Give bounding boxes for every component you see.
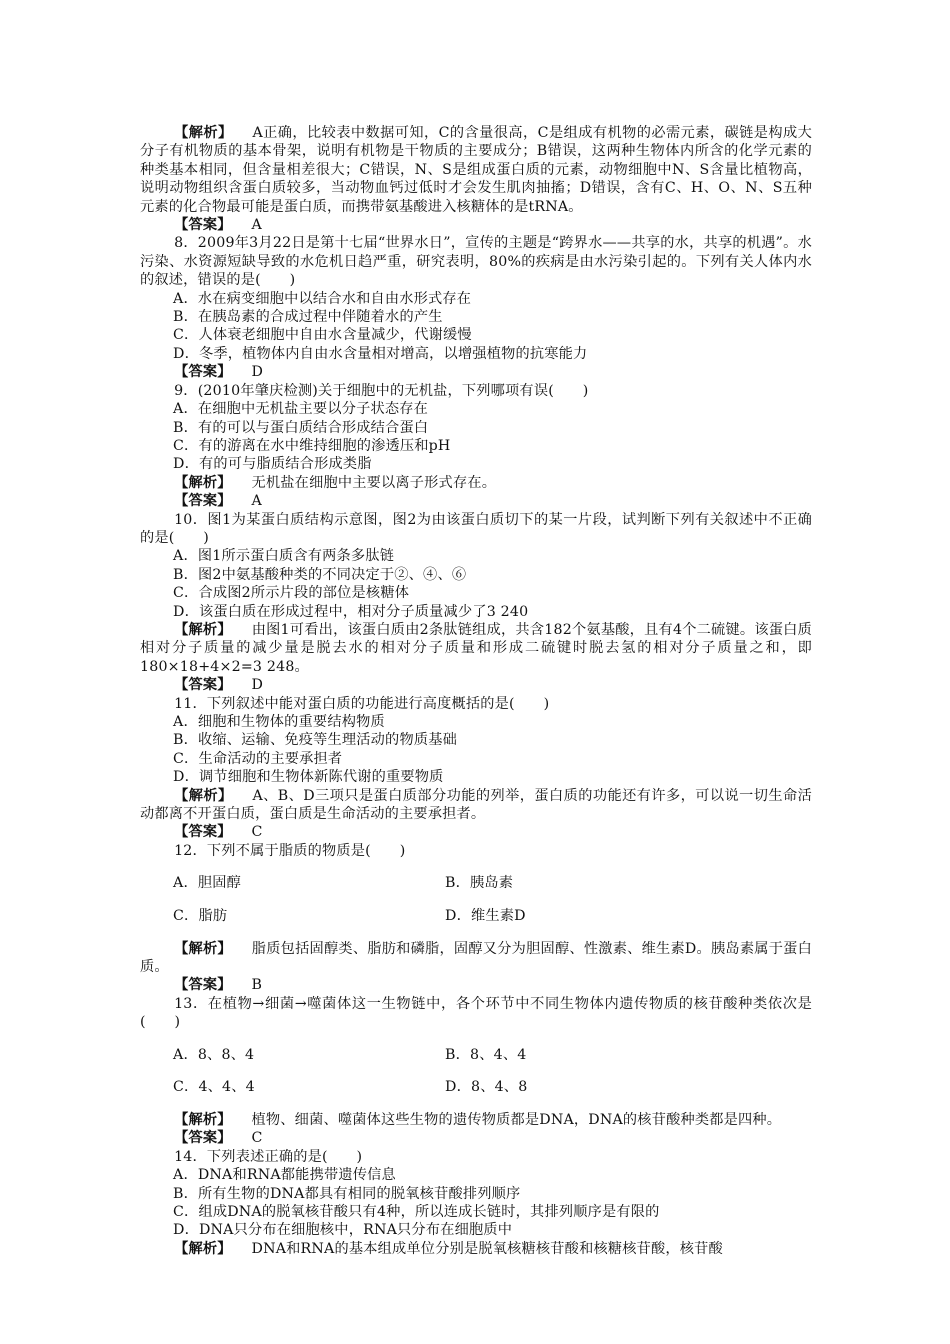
question-text: 14．下列表述正确的是( ) [174, 1148, 363, 1165]
answer-line [140, 492, 812, 510]
answer-text: B [251, 977, 263, 994]
analysis-text: 植物、细菌、噬菌体这些生物的遗传物质都是DNA，DNA的核苷酸种类都是四种。 [251, 1112, 782, 1129]
answer-option-row [140, 907, 812, 925]
analysis-paragraph [140, 1240, 812, 1258]
answer-option-row [140, 1046, 812, 1064]
answer-line [140, 363, 812, 381]
option-text: D．调节细胞和生物体新陈代谢的重要物质 [173, 769, 444, 786]
analysis-paragraph [140, 124, 812, 216]
answer-option [140, 713, 812, 731]
answer-line [140, 676, 812, 694]
answer-label: 【答案】 [174, 493, 232, 510]
analysis-label: 【解析】 [174, 621, 232, 638]
question-stem [140, 842, 812, 860]
answer-text: C [251, 1130, 263, 1147]
option-text: C．组成DNA的脱氧核苷酸只有4种，所以连成长链时，其排列顺序是有限的 [173, 1204, 660, 1221]
option-left: A．胆固醇 [173, 875, 241, 892]
option-text: C．合成图2所示片段的部位是核糖体 [173, 585, 410, 602]
answer-line [140, 823, 812, 841]
answer-option [140, 400, 812, 418]
answer-option [140, 603, 812, 621]
analysis-text: DNA和RNA的基本组成单位分别是脱氧核糖核苷酸和核糖核苷酸，核苷酸 [251, 1240, 723, 1257]
question-text: 13．在植物→细菌→噬菌体这一生物链中，各个环节中不同生物体内遗传物质的核苷酸种类依次是( ) [140, 995, 812, 1031]
answer-label: 【答案】 [174, 217, 232, 234]
option-text: C．人体衰老细胞中自由水含量减少，代谢缓慢 [173, 327, 472, 344]
analysis-text: 由图1可看出，该蛋白质由2条肽链组成，共含182个氨基酸，且有4个二硫键。该蛋白质相对分子质量的减少量是脱去水的相对分子质量和形成二硫键时脱去氢的相对分子质量之和，即180×18+4×2=3 248。 [140, 621, 812, 675]
answer-line [140, 1129, 812, 1147]
question-stem [140, 995, 812, 1032]
option-left: C．4、4、4 [173, 1079, 255, 1096]
analysis-label: 【解析】 [174, 1112, 232, 1129]
option-text: D．有的可与脂质结合形成类脂 [173, 456, 372, 473]
question-stem [140, 695, 812, 713]
answer-option [140, 1203, 812, 1221]
option-text: D．冬季，植物体内自由水含量相对增高，以增强植物的抗寒能力 [173, 345, 588, 362]
answer-option [140, 326, 812, 344]
answer-option [140, 547, 812, 565]
option-text: A．水在病变细胞中以结合水和自由水形式存在 [173, 290, 472, 307]
answer-text: C [251, 824, 263, 841]
analysis-label: 【解析】 [174, 1240, 232, 1257]
document-page [140, 124, 812, 1258]
analysis-text: A正确，比较表中数据可知，C的含量很高，C是组成有机物的必需元素，碳链是构成大分子有机物质的基本骨架，说明有机物是干物质的主要成分；B错误，这两种生物体内所含的化学元素的种类基本相同，但含量相差很大；C错误，N、S是组成蛋白质的元素，动物细胞中N、S含量比植物高，说明动物组织含蛋白质较多，当动物血钙过低时才会发生肌肉抽搐；D错误，含有C、H、O、N、S五种元素的化合物最可能是蛋白质，而携带氨基酸进入核糖体的是tRNA。 [140, 125, 812, 215]
question-text: 11．下列叙述中能对蛋白质的功能进行高度概括的是( ) [174, 695, 550, 712]
answer-text: A [251, 493, 262, 510]
question-stem [140, 382, 812, 400]
question-text: 8．2009年3月22日是第十七届“世界水日”，宣传的主题是“跨界水——共享的水，共享的机遇”。水污染、水资源短缺导致的水危机日趋严重，研究表明，80%的疾病是由水污染引起的。下列有关人体内水的叙述，错误的是( ) [140, 235, 812, 289]
answer-option [140, 345, 812, 363]
analysis-label: 【解析】 [174, 940, 232, 957]
question-stem [140, 1148, 812, 1166]
option-right: B．8、4、4 [445, 1046, 527, 1063]
option-text: B．所有生物的DNA都具有相同的脱氧核苷酸排列顺序 [173, 1185, 521, 1202]
question-text: 10．图1为某蛋白质结构示意图，图2为由该蛋白质切下的某一片段，试判断下列有关叙述中不正确的是( ) [140, 511, 812, 546]
analysis-text: 无机盐在细胞中主要以离子形式存在。 [251, 474, 497, 491]
option-text: A．DNA和RNA都能携带遗传信息 [173, 1167, 396, 1184]
answer-option [140, 437, 812, 455]
answer-label: 【答案】 [174, 1130, 232, 1147]
answer-label: 【答案】 [174, 677, 232, 694]
answer-label: 【答案】 [174, 824, 232, 841]
analysis-paragraph [140, 1111, 812, 1129]
answer-option [140, 455, 812, 473]
analysis-label: 【解析】 [174, 787, 233, 804]
analysis-paragraph [140, 787, 812, 824]
answer-text: D [251, 364, 264, 381]
analysis-label: 【解析】 [174, 125, 233, 141]
answer-option [140, 584, 812, 602]
option-right: D．维生素D [445, 908, 526, 925]
question-text: 9．(2010年肇庆检测)关于细胞中的无机盐，下列哪项有误( ) [174, 382, 589, 399]
question-stem [140, 234, 812, 289]
answer-option [140, 768, 812, 786]
analysis-paragraph [140, 474, 812, 492]
option-text: D．DNA只分布在细胞核中，RNA只分布在细胞质中 [173, 1222, 513, 1239]
analysis-label: 【解析】 [174, 474, 232, 491]
option-text: B．图2中氨基酸种类的不同决定于②、④、⑥ [173, 566, 467, 583]
option-left: A．8、8、4 [173, 1046, 255, 1063]
answer-text: A [251, 217, 262, 234]
answer-line [140, 976, 812, 994]
answer-option-row [140, 874, 812, 892]
answer-option [140, 731, 812, 749]
analysis-paragraph [140, 621, 812, 676]
analysis-paragraph [140, 940, 812, 977]
option-text: A．在细胞中无机盐主要以分子状态存在 [173, 401, 429, 418]
option-text: B．收缩、运输、免疫等生理活动的物质基础 [173, 732, 457, 749]
option-text: D．该蛋白质在形成过程中，相对分子质量减少了3 240 [173, 603, 529, 620]
answer-option-row [140, 1078, 812, 1096]
answer-label: 【答案】 [174, 977, 232, 994]
option-text: B．在胰岛素的合成过程中伴随着水的产生 [173, 309, 443, 326]
option-right: D．8、4、8 [445, 1079, 528, 1096]
option-right: B．胰岛素 [445, 875, 514, 892]
answer-label: 【答案】 [174, 364, 232, 381]
option-text: C．生命活动的主要承担者 [173, 750, 343, 767]
answer-option [140, 308, 812, 326]
option-text: B．有的可以与蛋白质结合形成结合蛋白 [173, 419, 429, 436]
option-text: A．细胞和生物体的重要结构物质 [173, 714, 385, 730]
analysis-text: A、B、D三项只是蛋白质部分功能的列举，蛋白质的功能还有许多，可以说一切生命活动都离不开蛋白质，蛋白质是生命活动的主要承担者。 [140, 787, 812, 823]
answer-option [140, 290, 812, 308]
option-text: C．有的游离在水中维持细胞的渗透压和pH [173, 437, 451, 454]
answer-option [140, 1166, 812, 1184]
answer-text: D [251, 677, 264, 694]
answer-option [140, 419, 812, 437]
analysis-text: 脂质包括固醇类、脂肪和磷脂，固醇又分为胆固醇、性激素、维生素D。胰岛素属于蛋白质。 [140, 940, 812, 976]
question-text: 12．下列不属于脂质的物质是( ) [174, 842, 406, 859]
answer-option [140, 566, 812, 584]
answer-option [140, 1185, 812, 1203]
option-left: C．脂肪 [173, 908, 228, 925]
answer-option [140, 750, 812, 768]
answer-line [140, 216, 812, 234]
question-stem [140, 511, 812, 548]
answer-option [140, 1221, 812, 1239]
option-text: A．图1所示蛋白质含有两条多肽链 [173, 548, 395, 565]
